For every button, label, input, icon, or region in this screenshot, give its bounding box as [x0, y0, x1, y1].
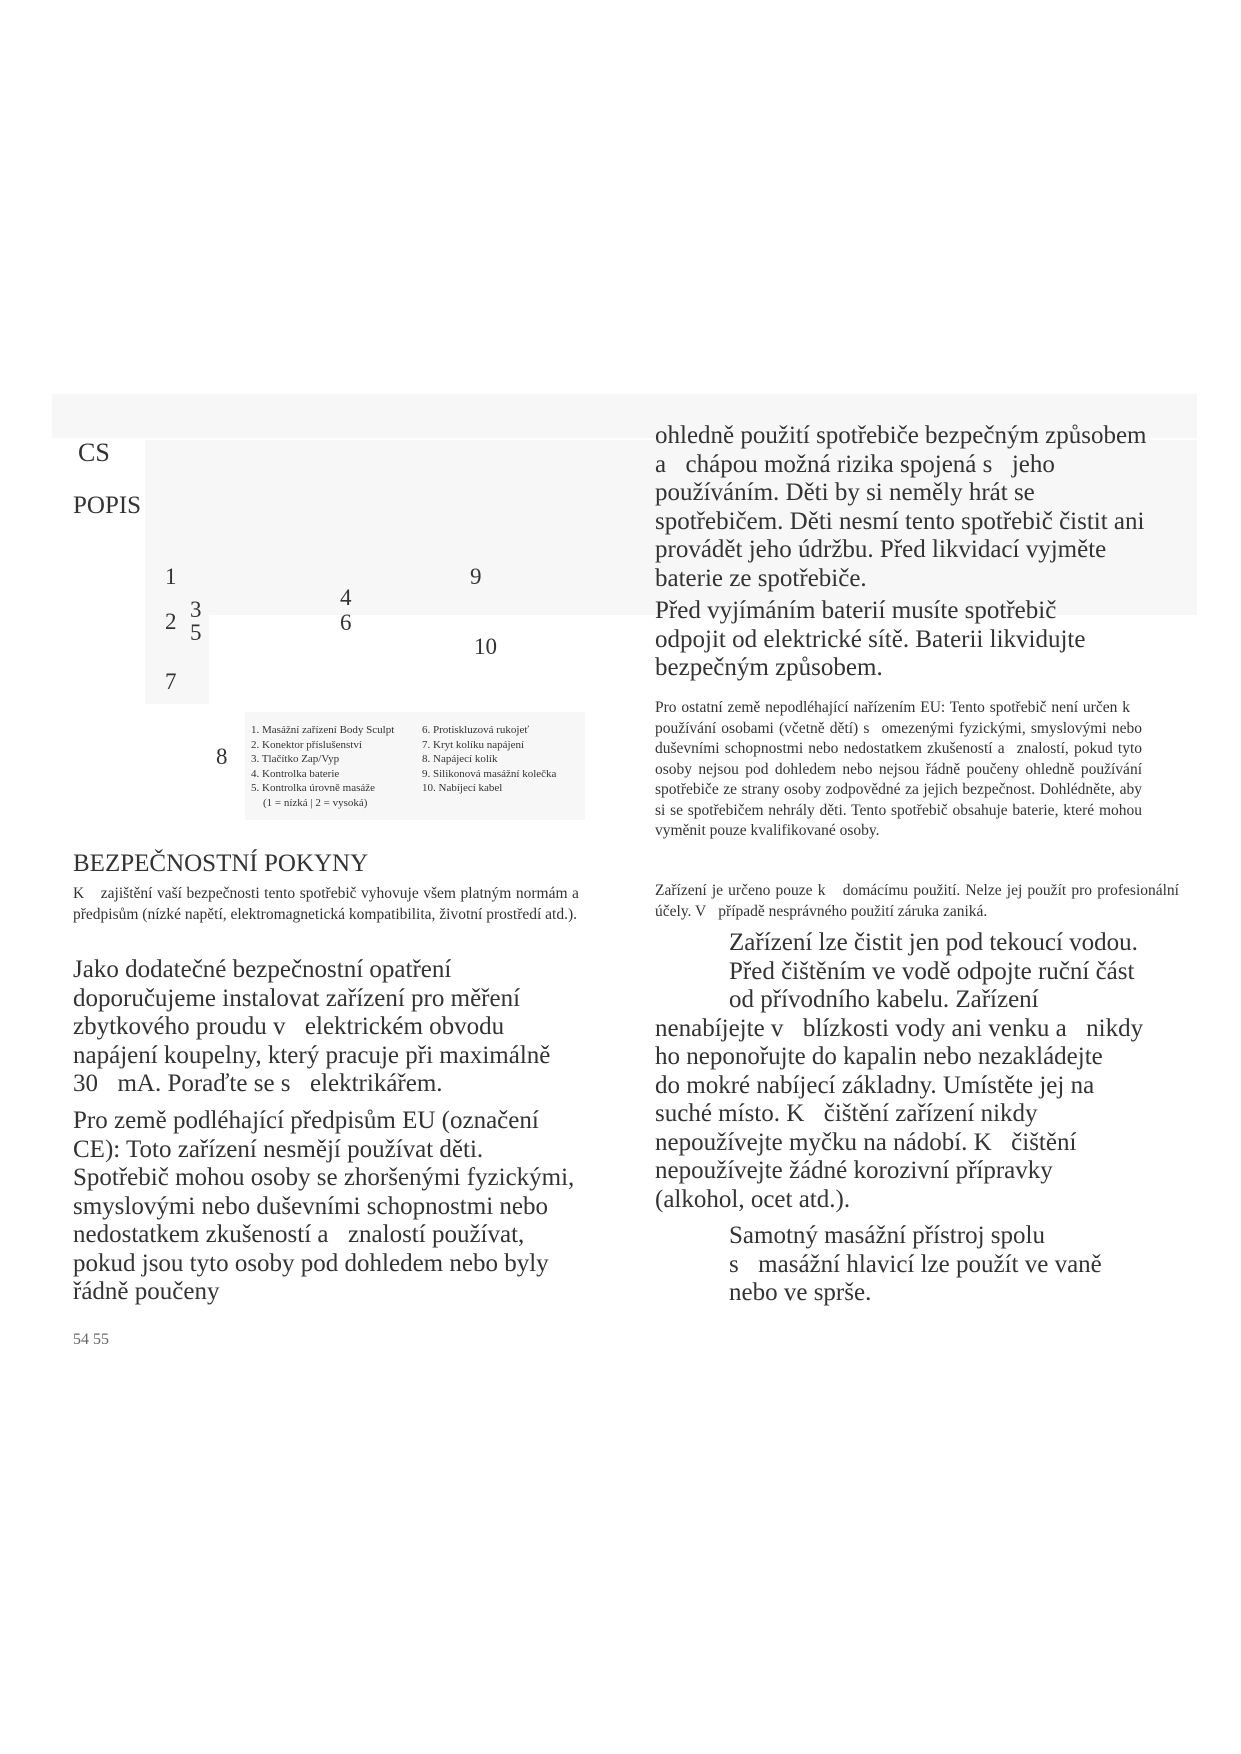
text-line: Samotný masážní přístroj spolu — [729, 1222, 1045, 1249]
language-code: CS — [78, 438, 110, 467]
continued-paragraph: ohledně použití spotřebiče bezpečným způsobem a chápou možná rizika spojená s jeho používáním. Děti by si neměly hrát se spotřebičem. Děti nesmí tento spotřebič čistit ani provádět jeho údržbu. Před likvidací vyjměte baterie ze spotřebiče. — [655, 422, 1147, 592]
legend-item: 3. Tlačítko Zap/Vyp — [251, 753, 340, 765]
text-line: nepoužívejte myčku na nádobí. K čištění — [655, 1128, 1077, 1156]
text-line: do mokré nabíjecí základny. Umístěte jej na — [655, 1071, 1095, 1099]
callout-5: 5 — [190, 620, 202, 645]
safety-intro: K  zajištění vaší bezpečnosti tento spotřebič vyhovuje všem platným normám a  předpisům (nízké napětí, elektromagnetická kompatibilita, životní prostředí atd.). — [73, 885, 591, 923]
domestic-use-paragraph: Zařízení je určeno pouze k  domácímu použití. Nelze jej použít pro profesionální účely. V případě nesprávného použití záruka zaniká. — [655, 882, 1179, 920]
legend-item: 6. Protiskluzová rukojeť — [422, 724, 530, 736]
callout-6: 6 — [340, 610, 352, 635]
legend-item: 10. Nabíjecí kabel — [422, 782, 503, 794]
legend-item: 2. Konektor příslušenství — [251, 738, 362, 751]
callout-8: 8 — [216, 744, 228, 769]
legend-item: 8. Napájecí kolík — [422, 753, 498, 765]
section-title-popis: POPIS — [73, 492, 142, 519]
text-line: nenabíjejte v blízkosti vody ani venku a nikdy — [655, 1014, 1144, 1042]
callout-10: 10 — [474, 634, 497, 659]
callout-4: 4 — [340, 585, 352, 610]
legend-item: 4. Kontrolka baterie — [251, 767, 340, 780]
callout-7: 7 — [165, 669, 177, 694]
legend-item: 5. Kontrolka úrovně masáže — [251, 782, 376, 794]
legend-item: 1. Masážní zařízení Body Sculpt — [251, 724, 395, 736]
callout-9: 9 — [470, 564, 482, 589]
other-countries-paragraph: Pro ostatní země nepodléhající nařízením EU: Tento spotřebič není určen k  používání osobami (včetně dětí) s omezenými fyzickými, smyslovými nebo duševními schopnostmi nebo nedostatkem zkušeností a znalostí, pokud tyto osoby nejsou pod dohledem nebo nejsou řádně poučeny ohledně používání spotřebiče ze strany osoby zodpovědné za jejich bezpečnost. Dohlédněte, aby si se spotřebičem nehrály děti. Tento spotřebič obsahuje baterie, které mohou vyměnit pouze kvalifikované osoby. — [655, 699, 1142, 839]
callout-3: 3 — [190, 597, 202, 622]
text-line: nepoužívejte žádné korozivní přípravky — [655, 1157, 1053, 1184]
safety-rcd-paragraph: Jako dodatečné bezpečnostní opatření doporučujeme instalovat zařízení pro měření zbytkového proudu v elektrickém obvodu napájení koupelny, který pracuje při maximálně 30 mA. Poraďte se s elektrikářem. — [73, 956, 551, 1097]
text-line: (alkohol, ocet atd.). — [655, 1185, 851, 1213]
battery-paragraph: Před vyjímáním baterií musíte spotřebič odpojit od elektrické sítě. Baterii likvidujte bezpečným způsobem. — [655, 597, 1086, 681]
bath-use-paragraph — [729, 1222, 1179, 1308]
legend-item: 7. Kryt kolíku napájení — [422, 738, 525, 751]
text-line: Před čištěním ve vodě odpojte ruční část — [729, 957, 1135, 985]
text-line: nebo ve sprše. — [729, 1279, 872, 1306]
text-line: s masážní hlavicí lze použít ve vaně — [729, 1250, 1102, 1278]
page-numbers: 54 55 — [73, 1331, 109, 1348]
safety-eu-paragraph: Pro země podléhající předpisům EU (označení CE): Toto zařízení nesmějí používat děti. Spotřebič mohou osoby se zhoršenými fyzickými, smyslovými nebo duševními schopnostmi nebo nedostatkem zkušeností a znalostí používat, pokud jsou tyto osoby pod dohledem nebo byly řádně poučeny — [73, 1107, 575, 1305]
callout-2: 2 — [165, 609, 177, 634]
safety-heading: BEZPEČNOSTNÍ POKYNY — [73, 850, 369, 877]
text-line: ho neponořujte do kapalin nebo nezakládejte — [655, 1043, 1103, 1070]
text-line: suché místo. K čištění zařízení nikdy — [655, 1100, 1038, 1127]
cleaning-paragraph — [655, 929, 1195, 1214]
text-line: od přívodního kabelu. Zařízení — [729, 986, 1039, 1013]
callout-1: 1 — [165, 564, 177, 589]
legend-item: (1 = nízká | 2 = vysoká) — [263, 796, 368, 809]
legend-left — [251, 723, 421, 810]
legend-right — [422, 723, 592, 796]
text-line: Zařízení lze čistit jen pod tekoucí vodou. — [729, 929, 1138, 956]
legend-item: 9. Silikonová masážní kolečka — [422, 767, 557, 780]
